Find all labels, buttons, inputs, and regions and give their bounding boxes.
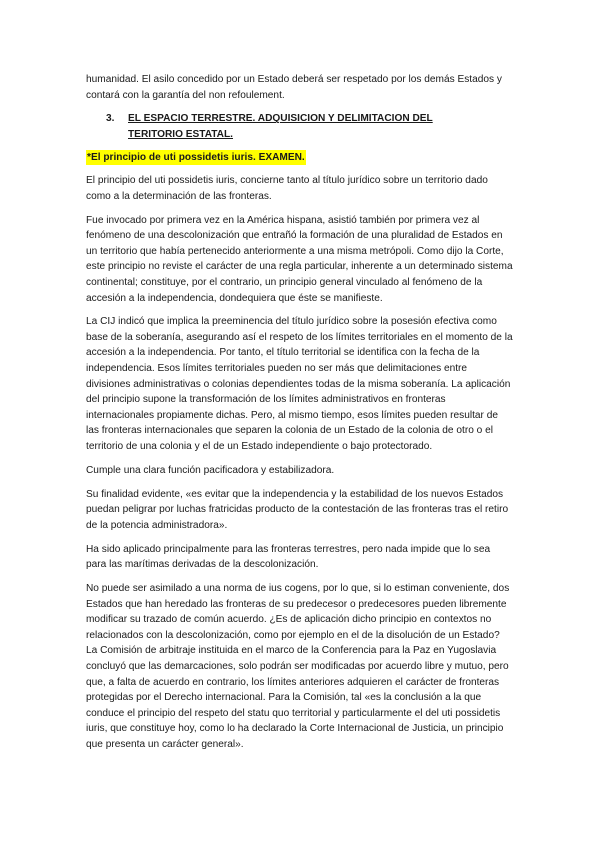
- body-paragraph: Ha sido aplicado principalmente para las fronteras terrestres, pero nada impide que lo sea para las marítimas derivadas de la descolonización.: [86, 543, 491, 571]
- section-heading: [86, 111, 513, 142]
- body-paragraph: La CIJ indicó que implica la preeminencia del título jurídico sobre la posesión efectiva como base de la soberanía, asegurando así el respeto de los límites territoriales en el momento de la accesión a la independencia. Por tanto, el título territorial se identifica con la fecha de la independencia. Esos límites territoriales pueden no ser más que delimitaciones entre divisiones administrativas o colonias dependientes todas de la misma soberanía. La aplicación del principio supone la transformación de los límites administrativos en fronteras internacionales propiamente dichas. Pero, al mismo tiempo, esos límites pueden resultar de las fronteras internacionales que separen la colonia de un Estado de la colonia de otro o el territorio de una colonia y el de un Estado independiente o bajo protectorado.: [86, 316, 513, 453]
- body-paragraph: El principio del uti possidetis iuris, concierne tanto al título jurídico sobre un territorio dado como a la determinación de las fronteras.: [86, 175, 488, 202]
- section-number: 3.: [106, 113, 115, 125]
- intro-paragraph: humanidad. El asilo concedido por un Estado deberá ser respetado por los demás Estados y contará con la garantía del non refoulement.: [86, 74, 502, 101]
- body-paragraph: Fue invocado por primera vez en la América hispana, asistió también por primera vez al fenómeno de una descolonización que entrañó la formación de una pluralidad de Estados en un territorio que había pertenecido anteriormente a una misma metrópoli. Como dijo la Corte, este principio no reviste el carácter de una regla particular, inherente a un determinado sistema continental; constituye, por el contrario, un principio general vinculado al fenómeno de la accesión a la independencia, dondequiera que éste se manifieste.: [86, 214, 513, 304]
- body-paragraph: No puede ser asimilado a una norma de ius cogens, por lo que, si lo estiman conveniente, dos Estados que han heredado las fronteras de su predecesor o predecesores pueden libremente modificar su trazado de común acuerdo. ¿Es de aplicación dicho principio en contextos no relacionados con la descolonización, como por ejemplo en el de la disolución de un Estado? La Comisión de arbitraje instituida en el marco de la Conferencia para la Paz en Yugoslavia concluyó que las demarcaciones, solo podrán ser modificadas por acuerdo libre y mutuo, pero que, a falta de acuerdo en contrario, los límites anteriores adquieren el carácter de fronteras protegidas por el Derecho internacional. Para la Comisión, tal «es la conclusión a la que conduce el principio del respeto del statu quo territorial y particularmente el del uti possidetis iuris, que constituye hoy, como lo ha declarado la Corte Internacional de Justicia, un principio que presenta un carácter general».: [86, 582, 510, 750]
- section-title: EL ESPACIO TERRESTRE. ADQUISICION Y DELIMITACION DEL TERITORIO ESTATAL.: [128, 113, 433, 140]
- highlighted-subheading: *El principio de uti possidetis iuris. EXAMEN.: [86, 150, 306, 166]
- body-paragraph: Cumple una clara función pacificadora y estabilizadora.: [86, 464, 335, 476]
- body-paragraph: Su finalidad evidente, «es evitar que la independencia y la estabilidad de los nuevos Estados puedan peligrar por luchas fratricidas producto de la contestación de las fronteras tras el retiro de la potencia administradora».: [86, 488, 509, 531]
